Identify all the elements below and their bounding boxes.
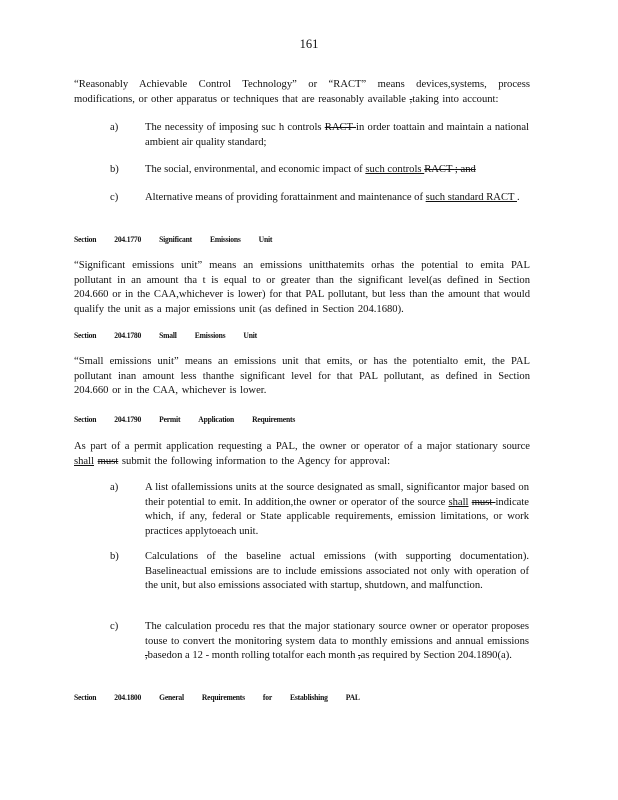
ract-item-c [110, 191, 530, 206]
section-heading-1780 [74, 330, 275, 340]
heading-word: Requirements [252, 414, 296, 425]
text-run: taking into account: [412, 93, 499, 105]
heading-word: for [262, 692, 273, 703]
permit-application-intro [74, 440, 530, 469]
permit-item-c [110, 620, 530, 664]
item-marker: a) [110, 122, 119, 133]
text-run: The social, environmental, and economic impact of [145, 164, 366, 175]
item-marker: a) [110, 482, 119, 493]
text-run: as required by Section 204.1890(a). [360, 650, 512, 662]
heading-word: Section [74, 692, 97, 703]
text-run: As part of a permit application requesting a PAL, the owner or operator of a major stationary source [74, 441, 530, 452]
struck-text: , [358, 650, 361, 662]
item-text [145, 191, 529, 206]
text-run: Alternative means of providing forattainment and maintenance of [145, 192, 426, 203]
struck-text: RACT [424, 164, 455, 175]
small-emissions-unit-definition: “Small emissions unit” means an emissions unit that emits, or has the potentialto emit, the PAL pollutant inan amount less thanthe significant level for that PAL pollutant, as defined in Section 204.660 or in the CAA, whichever is lower. [74, 356, 530, 397]
ract-definition [74, 78, 530, 107]
struck-text: ; and [454, 164, 476, 175]
text-run: Calculations of the baseline actual emissions (with supporting documentation). Baselineactual emissions are to include emissions associated not only with operation of the unit, but also emissions associated with startup, shutdown, and malfunction. [145, 551, 529, 592]
text-run: basedon a 12 - month rolling totalfor each month [147, 650, 359, 662]
item-marker: c) [110, 621, 119, 632]
heading-word: Unit [258, 234, 273, 245]
item-text [145, 620, 529, 664]
text-run: submit the following information to the Agency for approval: [118, 455, 391, 467]
heading-word: Section [74, 330, 97, 341]
underlined-text: such controls [365, 164, 425, 175]
text-run: The necessity of imposing suc h controls [145, 122, 325, 133]
heading-word: 204.1780 [114, 330, 142, 341]
heading-word: Permit [159, 414, 181, 425]
heading-word: Requirements [201, 692, 245, 703]
struck-text: must [97, 455, 119, 467]
heading-word: Application [198, 414, 235, 425]
heading-word: Small [159, 330, 177, 341]
item-marker: b) [110, 551, 119, 562]
underlined-text: such standard RACT [425, 192, 517, 203]
text-run: “Reasonably Achievable Control Technology” or “RACT” means devices,systems, process modifications, or other apparatus or techniques that are reasonably available [74, 79, 530, 105]
underlined-text: shall [448, 496, 469, 508]
heading-word: 204.1770 [114, 234, 142, 245]
heading-word: PAL [345, 692, 360, 703]
text-run: . [516, 192, 520, 203]
ract-item-a [110, 121, 530, 150]
permit-item-b [110, 550, 530, 594]
heading-word: Significant [159, 234, 192, 245]
heading-word: 204.1800 [114, 692, 142, 703]
section-heading-1770 [74, 234, 290, 244]
struck-text: , [145, 650, 148, 662]
heading-word: Establishing [290, 692, 328, 703]
text-run: The calculation procedu res that the major stationary source owner or operator proposes touse to convert the monitoring system data to monthly emissions and annual emissions [145, 621, 529, 647]
heading-word: Unit [243, 330, 257, 341]
item-text [145, 163, 529, 178]
item-marker: b) [110, 164, 119, 175]
heading-word: Emissions [194, 330, 226, 341]
significant-emissions-unit-definition: “Significant emissions unit” means an emissions unitthatemits orhas the potential to emita PAL pollutant in an amount tha t is equal to or greater than the significant level(as defined in Section 204.660 or in the CAA,whichever is lower) for that PAL pollutant, but less than the amount that would qualify the unit as a major emissions unit (as defined in Section 204.1680). [74, 260, 530, 315]
text-run: in order toattain and maintain a national ambient air quality standard; [145, 122, 529, 148]
text-run: indicate which, if any, federal or State applicable requirements, emission limitations, or work practices applytoeach unit. [145, 496, 529, 537]
struck-text: RACT [324, 122, 357, 133]
item-text [145, 481, 529, 539]
struck-text: , [409, 93, 413, 105]
heading-word: Section [74, 414, 97, 425]
section-heading-1790 [74, 414, 313, 424]
heading-word: General [159, 692, 184, 703]
item-text [145, 121, 529, 150]
underlined-text: shall [74, 455, 95, 467]
item-text [145, 550, 529, 594]
item-marker: c) [110, 192, 119, 203]
permit-item-a [110, 481, 530, 539]
heading-word: Emissions [209, 234, 241, 245]
heading-word: Section [74, 234, 97, 245]
section-heading-1800 [74, 692, 378, 702]
ract-item-b [110, 163, 530, 178]
heading-word: 204.1790 [114, 414, 142, 425]
page-number: 161 [299, 37, 319, 51]
text-run: A list ofallemissions units at the source designated as small, significantor major based on their potential to emit. In addition,the owner or operator of the source [145, 482, 529, 508]
struck-text: must [471, 496, 496, 508]
